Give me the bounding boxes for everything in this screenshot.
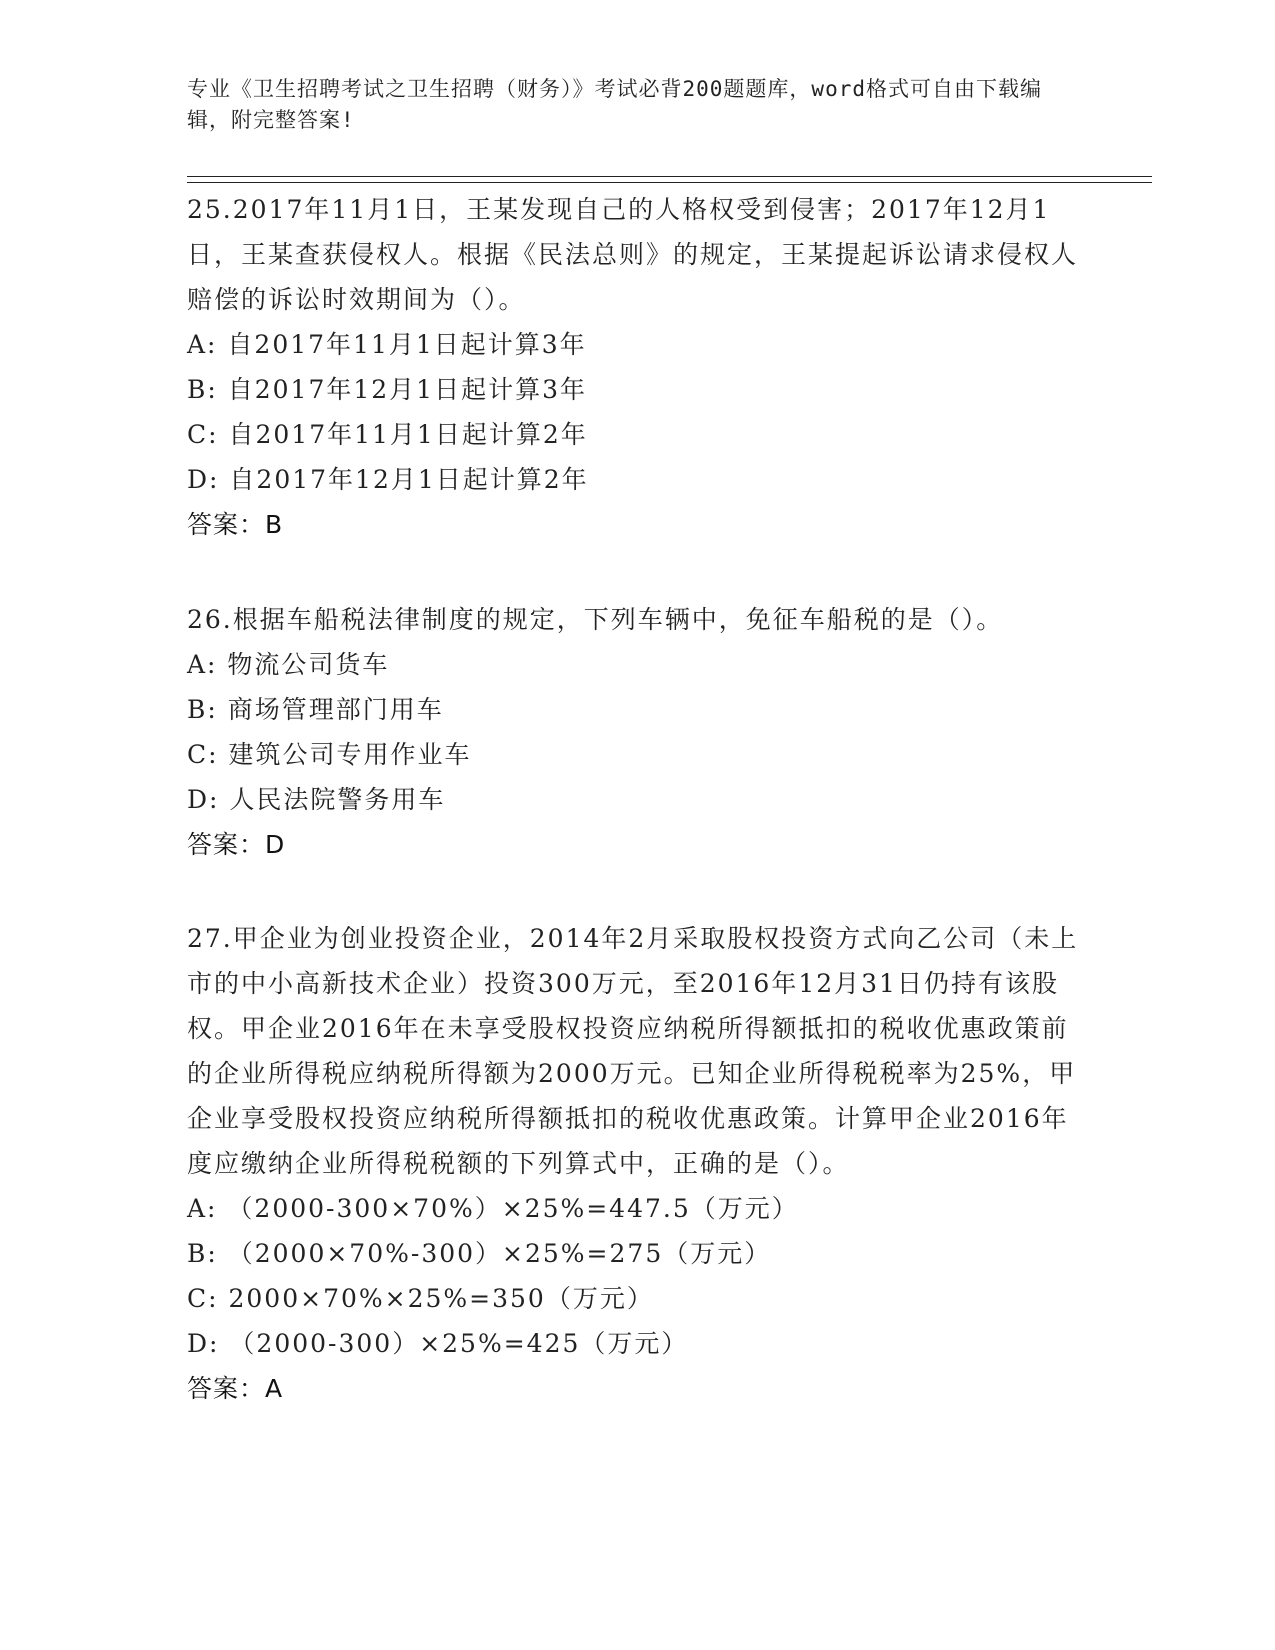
option-d: D: （2000-300）×25%=425（万元）: [187, 1329, 689, 1358]
answer-line: 答案：B: [187, 510, 284, 539]
option-c: C: 建筑公司专用作业车: [187, 740, 472, 769]
option-b: B: 商场管理部门用车: [187, 695, 444, 724]
option-b: B: 自2017年12月1日起计算3年: [187, 375, 587, 404]
answer-line: 答案：A: [187, 1374, 284, 1403]
header-divider-bottom: [187, 182, 1152, 183]
question-stem: 27.甲企业为创业投资企业，2014年2月采取股权投资方式向乙公司（未上市的中小高新技术企业）投资300万元，至2016年12月31日仍持有该股权。甲企业2016年在未享受股权投资应纳税所得额抵扣的税收优惠政策前的企业所得税应纳税所得额为2000万元。已知企业所得税税率为25%，甲企业享受股权投资应纳税所得额抵扣的税收优惠政策。计算甲企业2016年度应缴纳企业所得税税额的下列算式中，正确的是（）。: [187, 924, 1079, 1178]
option-b: B: （2000×70%-300）×25%=275（万元）: [187, 1239, 772, 1268]
header-divider-top: [187, 176, 1152, 177]
option-a: A: 自2017年11月1日起计算3年: [187, 330, 587, 359]
option-d: D: 自2017年12月1日起计算2年: [187, 465, 589, 494]
option-c: C: 自2017年11月1日起计算2年: [187, 420, 588, 449]
option-d: D: 人民法院警务用车: [187, 785, 446, 814]
question-27: [187, 916, 1087, 1411]
answer-line: 答案：D: [187, 830, 286, 859]
question-stem: 26.根据车船税法律制度的规定，下列车辆中，免征车船税的是（）。: [187, 605, 1004, 634]
option-c: C: 2000×70%×25%=350（万元）: [187, 1284, 654, 1313]
document-intro: 专业《卫生招聘考试之卫生招聘（财务）》考试必背200题题库，word格式可自由下载编辑，附完整答案!: [187, 77, 1042, 132]
question-stem: 25.2017年11月1日，王某发现自己的人格权受到侵害；2017年12月1日，王某查获侵权人。根据《民法总则》的规定，王某提起诉讼请求侵权人赔偿的诉讼时效期间为（）。: [187, 195, 1079, 314]
option-a: A: 物流公司货车: [187, 650, 390, 679]
option-a: A: （2000-300×70%）×25%=447.5（万元）: [187, 1194, 799, 1223]
question-25: [187, 187, 1087, 547]
question-26: [187, 597, 1087, 867]
